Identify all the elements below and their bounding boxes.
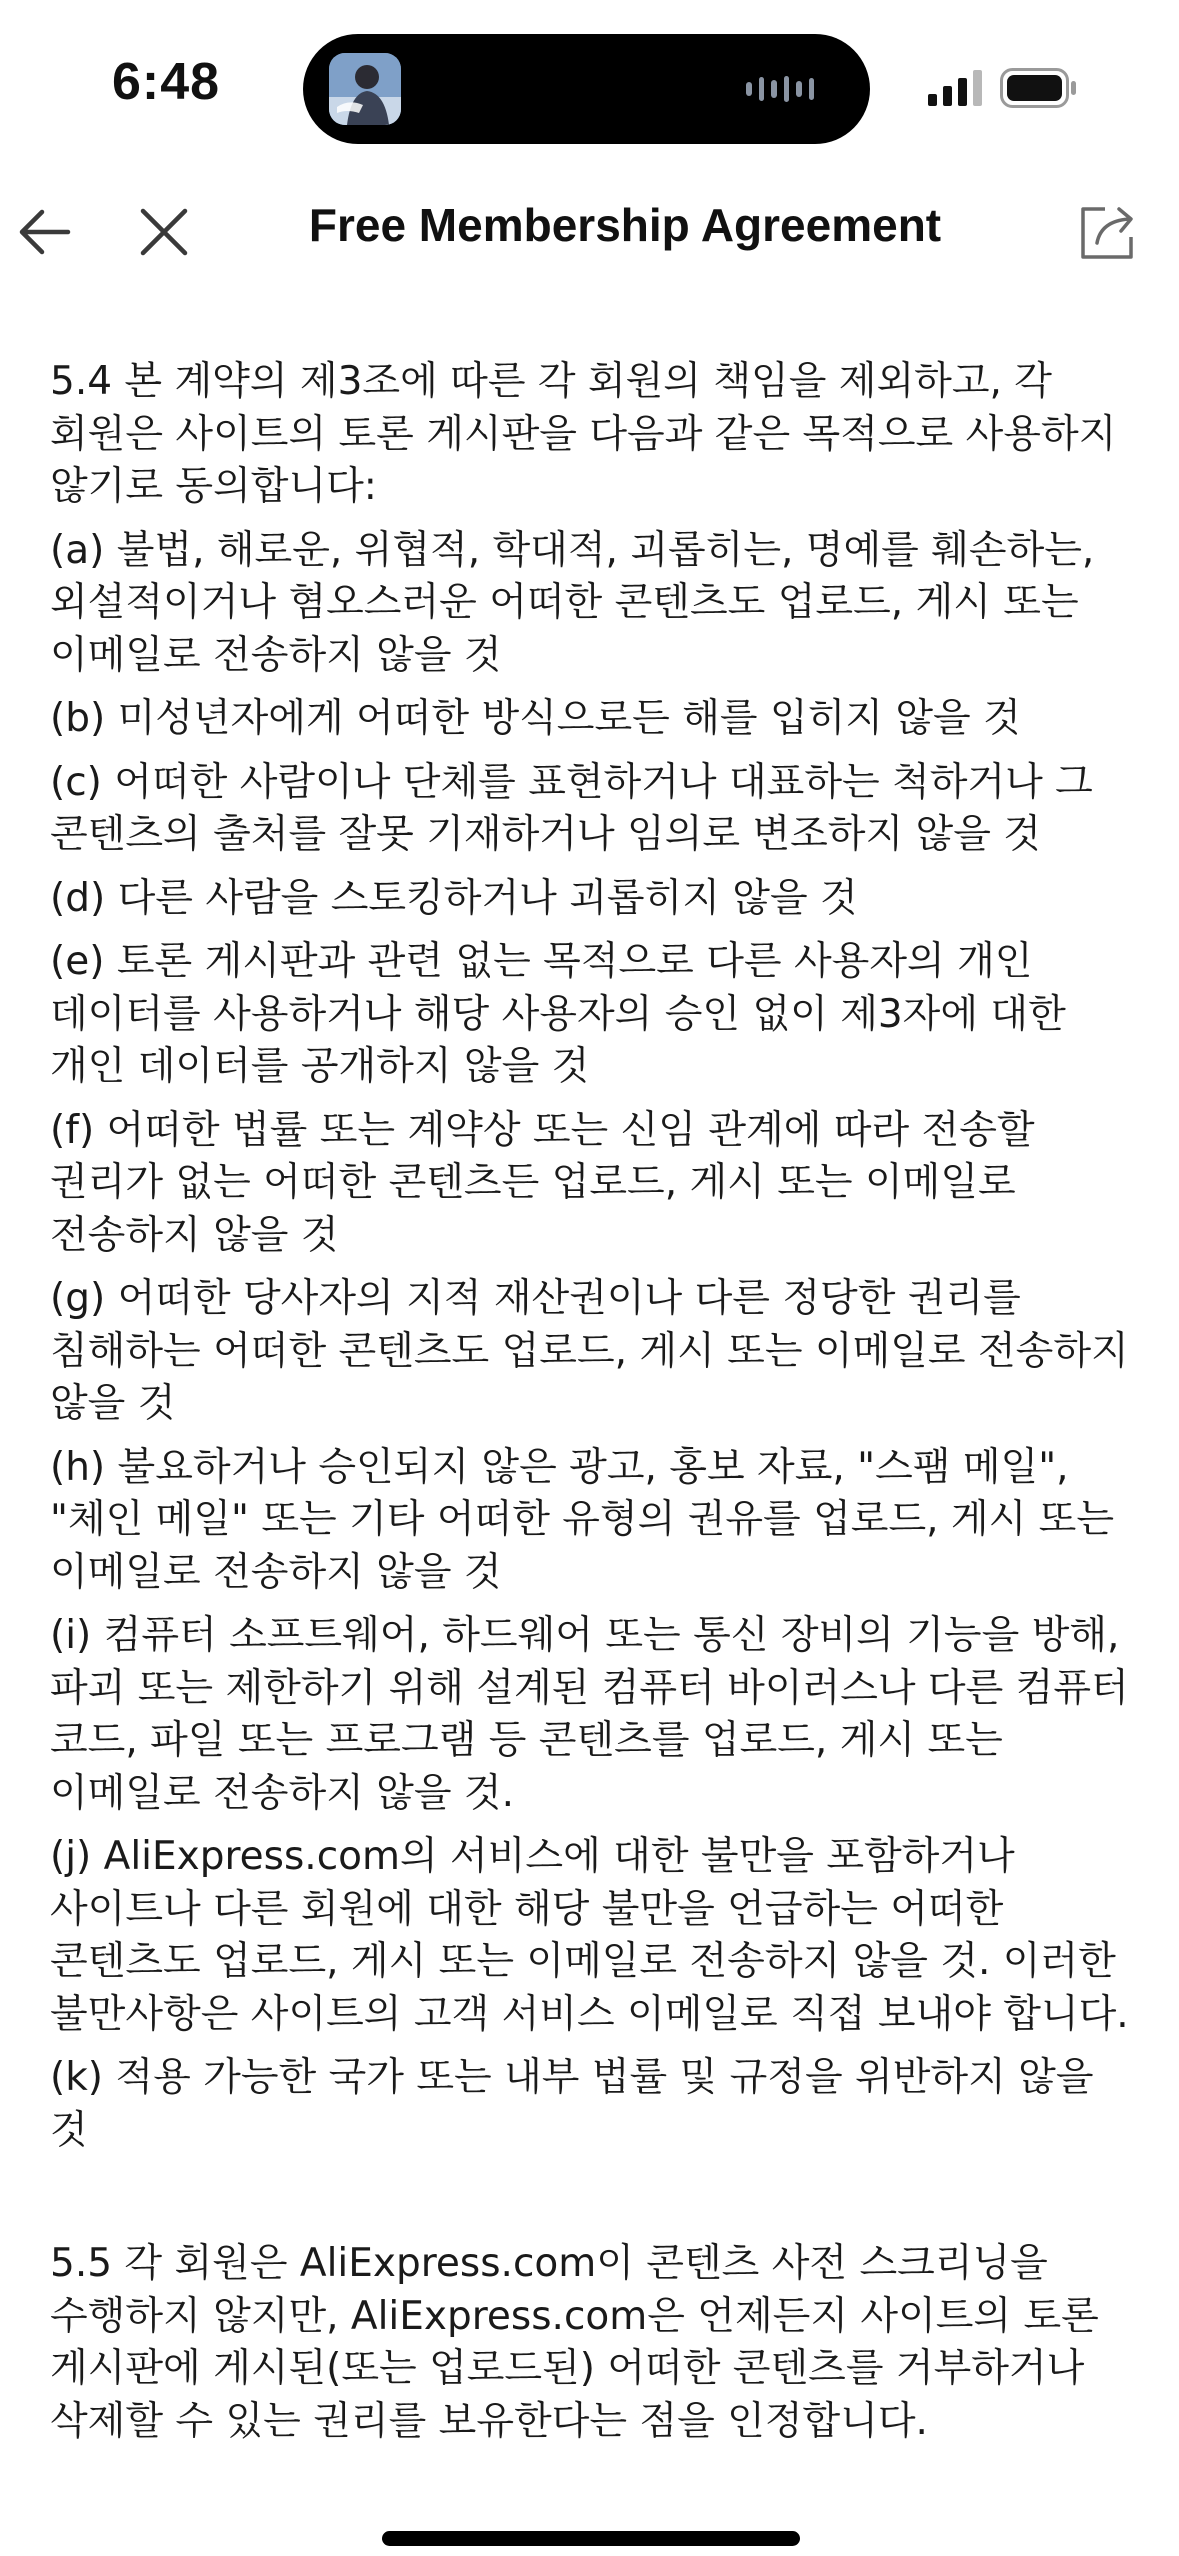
dynamic-island bbox=[303, 34, 870, 144]
clause-c: (c) 어떠한 사람이나 단체를 표현하거나 대표하는 척하거나 그 콘텐츠의 출처를 잘못 기재하거나 임의로 변조하지 않을 것 bbox=[50, 759, 1093, 857]
clause-f: (f) 어떠한 법률 또는 계약상 또는 신임 관계에 따라 전송할 권리가 없는 어떠한 콘텐츠든 업로드, 게시 또는 이메일로 전송하지 않을 것 bbox=[50, 1107, 1035, 1258]
section-5-4: 5.4 본 계약의 제3조에 따른 각 회원의 책임을 제외하고, 각 회원은 사이트의 토론 게시판을 다음과 같은 목적으로 사용하지 않기로 동의합니다: bbox=[50, 359, 1117, 509]
home-indicator[interactable] bbox=[382, 2531, 800, 2546]
page-title: Free Membership Agreement bbox=[308, 199, 942, 251]
clause-e: (e) 토론 게시판과 관련 없는 목적으로 다른 사용자의 개인 데이터를 사용하거나 해당 사용자의 승인 없이 제3자에 대한 개인 데이터를 공개하지 않을 것 bbox=[50, 939, 1066, 1089]
now-playing-avatar bbox=[329, 53, 401, 125]
navigation-bar bbox=[0, 170, 1179, 290]
share-icon bbox=[1077, 201, 1139, 263]
share-button[interactable] bbox=[1068, 192, 1148, 272]
agreement-content[interactable] bbox=[50, 356, 1140, 2464]
section-spacer bbox=[50, 2168, 1140, 2238]
section-5-5: 5.5 각 회원은 AliExpress.com이 콘텐츠 사전 스크리닝을 수행하지 않지만, AliExpress.com은 언제든지 사이트의 토론 게시판에 게시된(또는 업로드된) 어떠한 콘텐츠를 거부하거나 삭제할 수 있는 권리를 보유한다는 점을 인정합니다. bbox=[50, 2241, 1099, 2444]
back-button[interactable] bbox=[4, 192, 84, 272]
clause-h: (h) 불요하거나 승인되지 않은 광고, 홍보 자료, "스팸 메일", "체인 메일" 또는 기타 어떠한 유형의 권유를 업로드, 게시 또는 이메일로 전송하지 않을 것 bbox=[50, 1444, 1115, 1595]
clause-d: (d) 다른 사람을 스토킹하거나 괴롭히지 않을 것 bbox=[50, 875, 858, 921]
status-time: 6:48 bbox=[112, 53, 221, 111]
clause-b: (b) 미성년자에게 어떠한 방식으로든 해를 입히지 않을 것 bbox=[50, 696, 1021, 741]
clause-i: (i) 컴퓨터 소프트웨어, 하드웨어 또는 통신 장비의 기능을 방해, 파괴 또는 제한하기 위해 설계된 컴퓨터 바이러스나 다른 컴퓨터 코드, 파일 또는 프로그램 등 콘텐츠를 업로드, 게시 또는 이메일로 전송하지 않을 것. bbox=[50, 1613, 1129, 1816]
battery-icon bbox=[1000, 68, 1078, 108]
clause-k: (k) 적용 가능한 국가 또는 내부 법률 및 규정을 위반하지 않을 것 bbox=[50, 2055, 1094, 2153]
signal-icon bbox=[928, 70, 984, 106]
clause-g: (g) 어떠한 당사자의 지적 재산권이나 다른 정당한 권리를 침해하는 어떠한 콘텐츠도 업로드, 게시 또는 이메일로 전송하지 않을 것 bbox=[50, 1276, 1129, 1426]
status-bar bbox=[0, 0, 1179, 170]
back-arrow-icon bbox=[14, 202, 74, 262]
clause-j: (j) AliExpress.com의 서비스에 대한 불만을 포함하거나 사이트나 다른 회원에 대한 해당 불만을 언급하는 어떠한 콘텐츠도 업로드, 게시 또는 이메일로 전송하지 않을 것. 이러한 불만사항은 사이트의 고객 서비스 이메일로 직접 보내야 합니다. bbox=[50, 1834, 1129, 2037]
audio-wave-icon bbox=[746, 75, 814, 103]
clause-a: (a) 불법, 해로운, 위협적, 학대적, 괴롭히는, 명예를 훼손하는, 외설적이거나 혐오스러운 어떠한 콘텐츠도 업로드, 게시 또는 이메일로 전송하지 않을 것 bbox=[50, 527, 1095, 678]
